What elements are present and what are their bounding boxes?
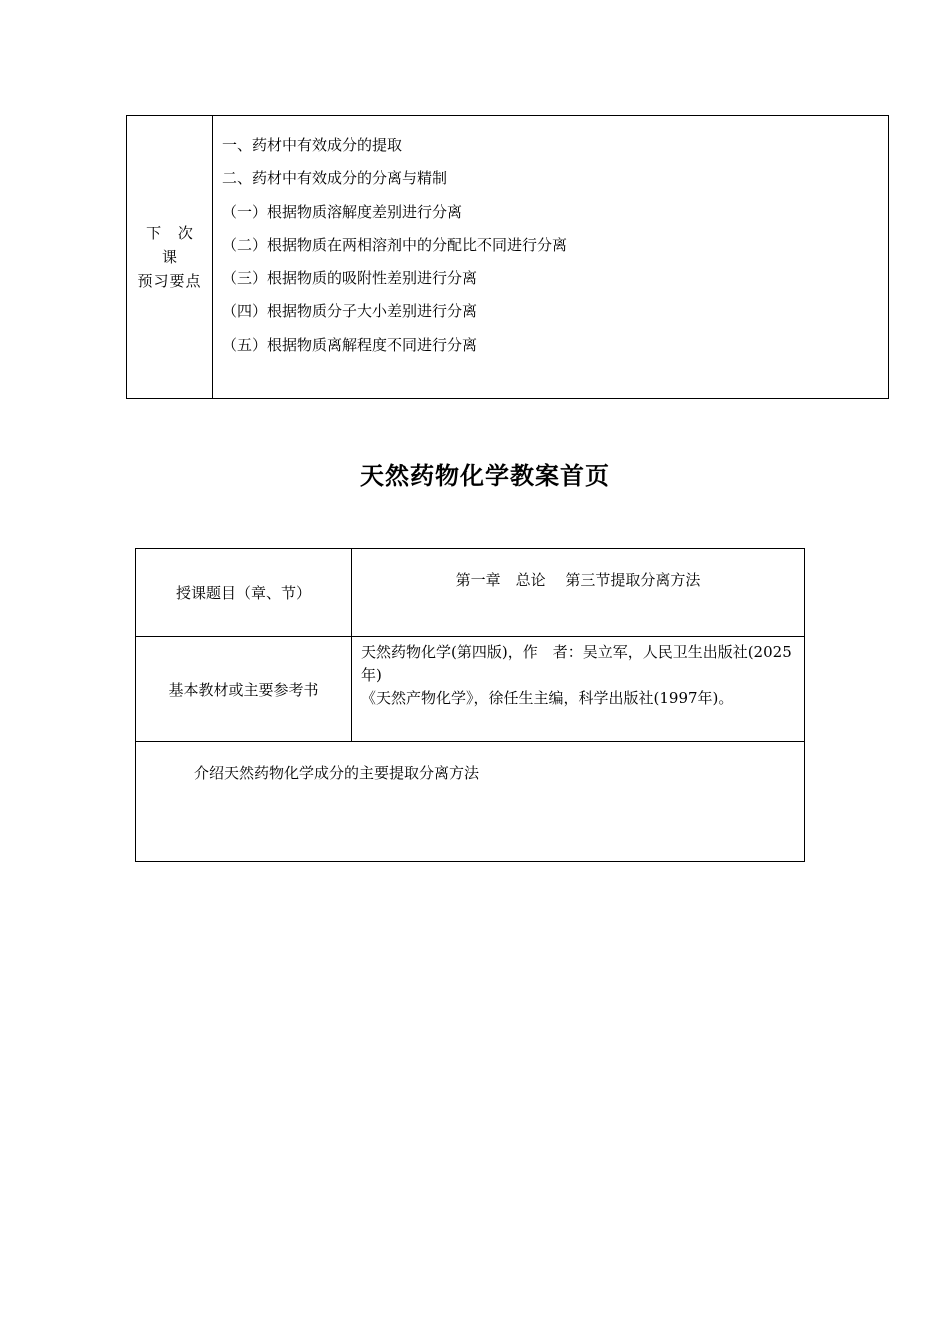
topic-value-cell [352,549,805,637]
preview-point-2: 二、药材中有效成分的分离与精制 [222,169,448,188]
books-cell [352,637,805,742]
next-lesson-label-cell [127,116,213,399]
topic-label: 授课题目（章、节） [136,549,352,637]
topic-value: 第一章 总论 第三节提取分离方法 [455,571,701,589]
intro-text: 介绍天然药物化学成分的主要提取分离方法 [194,764,480,782]
lesson-cover-table [135,548,805,862]
book-entry-1: 天然药物化学(第四版)，作 者：吴立军，人民卫生出版社(2025年) [361,643,792,684]
page-title: 天然药物化学教案首页 [360,461,610,490]
preview-point-1: 一、药材中有效成分的提取 [222,136,403,154]
next-lesson-label-line2: 预习要点 [137,272,202,290]
book-entry-2: 《天然产物化学》，徐任生主编，科学出版社(1997年)。 [361,689,734,707]
books-label: 基本教材或主要参考书 [136,637,352,742]
preview-point-5: （三）根据物质的吸附性差别进行分离 [222,269,478,288]
preview-point-6: （四）根据物质分子大小差别进行分离 [222,302,478,321]
intro-cell [136,742,805,862]
preview-point-4: （二）根据物质在两相溶剂中的分配比不同进行分离 [222,235,568,254]
preview-point-3: （一）根据物质溶解度差别进行分离 [222,202,463,221]
next-lesson-content-cell [213,116,889,399]
next-lesson-table [126,115,889,399]
preview-point-7: （五）根据物质离解程度不同进行分离 [222,335,478,354]
next-lesson-label-line1: 下 次 课 [146,224,199,266]
